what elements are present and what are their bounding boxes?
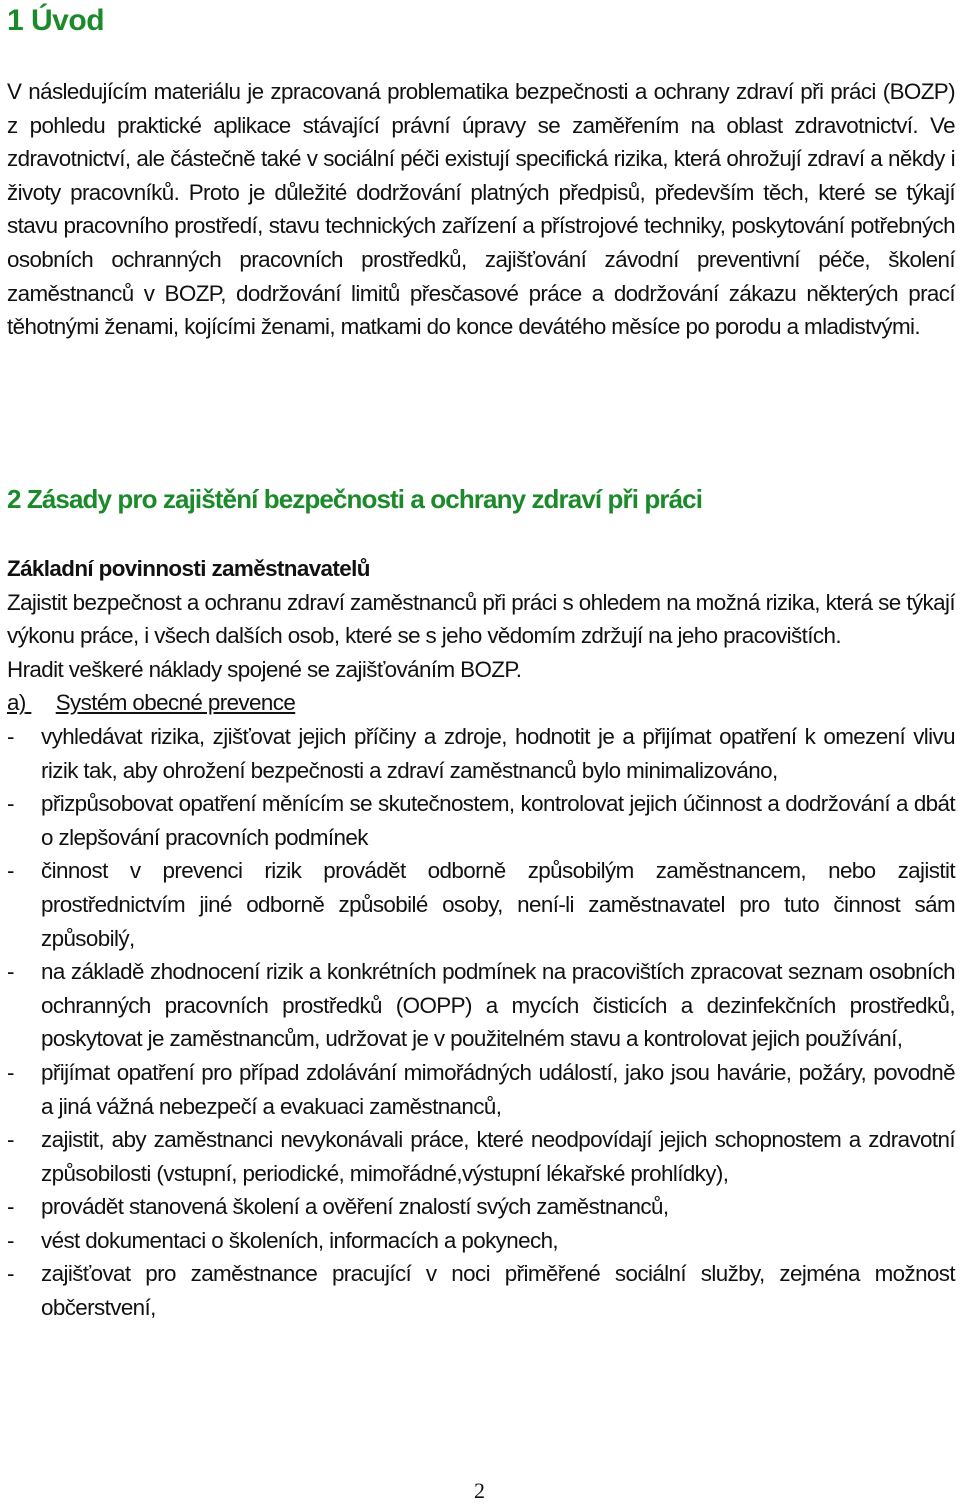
- list-item-text: zajistit, aby zaměstnanci nevykonávali práce, které neodpovídají jejich schopnostem a zdravotní způsobilosti (vstupní, periodické, mimořádné,výstupní lékařské prohlídky),: [41, 1127, 955, 1186]
- list-item: [7, 1257, 955, 1324]
- dash-bullet: -: [7, 791, 14, 817]
- section-2-body: [7, 552, 955, 1325]
- list-item-text: vyhledávat rizika, zjišťovat jejich příčiny a zdroje, hodnotit je a přijímat opatření k omezení vlivu rizik tak, aby ohrožení bezpečnosti a zdraví zaměstnanců bylo minimalizováno,: [41, 723, 955, 783]
- safety-paragraph: Zajistit bezpečnost a ochranu zdraví zaměstnanců při práci s ohledem na možná rizika, která se týkají výkonu práce, i všech dalších osob, které se s jeho vědomím zdržují na jeho pracovištích.: [7, 589, 955, 649]
- list-item: [7, 854, 955, 955]
- list-item-text: vést dokumentaci o školeních, informacích a pokynech,: [41, 1227, 559, 1253]
- list-item: [7, 1224, 955, 1258]
- dash-bullet: -: [7, 1127, 14, 1153]
- dash-bullet: -: [7, 959, 14, 985]
- list-item: [7, 1056, 955, 1123]
- subsection-gap: [26, 686, 56, 720]
- list-item-text: činnost v prevenci rizik provádět odborně způsobilým zaměstnancem, nebo zajistit prostřednictvím jiné odborně způsobilé osoby, není-li zaměstnavatel pro tuto činnost sám způsobilý,: [41, 858, 955, 951]
- list-item-text: provádět stanovená školení a ověření znalostí svých zaměstnanců,: [41, 1194, 669, 1220]
- costs-line: Hradit veškeré náklady spojené se zajišťováním BOZP.: [7, 656, 522, 682]
- subsection-title: [7, 686, 955, 720]
- list-item-text: na základě zhodnocení rizik a konkrétních podmínek na pracovištích zpracovat seznam osobních ochranných pracovních prostředků (OOPP) a mycích čisticích a dezinfekčních prostředků, poskytovat je zaměstnancům, udržovat je v použitelném stavu a kontrolovat jejich používání,: [41, 959, 955, 1052]
- list-item: [7, 1123, 955, 1190]
- dash-bullet: -: [7, 723, 14, 749]
- dash-bullet: -: [7, 858, 14, 884]
- page-number: 2: [474, 1478, 485, 1503]
- list-item-text: zajišťovat pro zaměstnance pracující v noci přiměřené sociální služby, zejména možnost občerstvení,: [41, 1261, 955, 1321]
- employer-duties-subheading: Základní povinnosti zaměstnavatelů: [7, 556, 370, 581]
- dash-bullet: -: [7, 1227, 14, 1253]
- dash-bullet: -: [7, 1059, 14, 1085]
- dash-bullet: -: [7, 1194, 14, 1220]
- list-item-text: přizpůsobovat opatření měnícím se skutečnostem, kontrolovat jejich účinnost a dodržování a dbát o zlepšování pracovních podmínek: [41, 791, 955, 850]
- section-2-heading: 2 Zásady pro zajištění bezpečnosti a ochrany zdraví při práci: [7, 484, 703, 514]
- prevention-list: [7, 720, 955, 1325]
- dash-bullet: -: [7, 1261, 14, 1287]
- list-item: [7, 1190, 955, 1224]
- list-item: [7, 955, 955, 1056]
- section-1-heading: 1 Úvod: [7, 4, 105, 37]
- intro-paragraph: V následujícím materiálu je zpracovaná problematika bezpečnosti a ochrany zdraví při práci (BOZP) z pohledu praktické aplikace stávající právní úpravy se zaměřením na oblast zdravotnictví. Ve zdravotnictví, ale částečně také v sociální péči existují specifická rizika, která ohrožují zdraví a někdy i životy pracovníků. Proto je důležité dodržování platných předpisů, především těch, které se týkají stavu pracovního prostředí, stavu technických zařízení a přístrojové techniky, poskytování potřebných osobních ochranných pracovních prostředků, zajišťování závodní preventivní péče, školení zaměstnanců v BOZP, dodržování limitů přesčasové práce a dodržování zákazu některých prací těhotnými ženami, kojícími ženami, matkami do konce devátého měsíce po porodu a mladistvými.: [7, 79, 955, 340]
- subsection-title-text: Systém obecné prevence: [55, 690, 296, 716]
- list-item: [7, 720, 955, 787]
- subsection-letter: a): [7, 690, 26, 716]
- list-item: [7, 787, 955, 854]
- list-item-text: přijímat opatření pro případ zdolávání mimořádných událostí, jako jsou havárie, požáry, povodně a jiná vážná nebezpečí a evakuaci zaměstnanců,: [41, 1059, 955, 1119]
